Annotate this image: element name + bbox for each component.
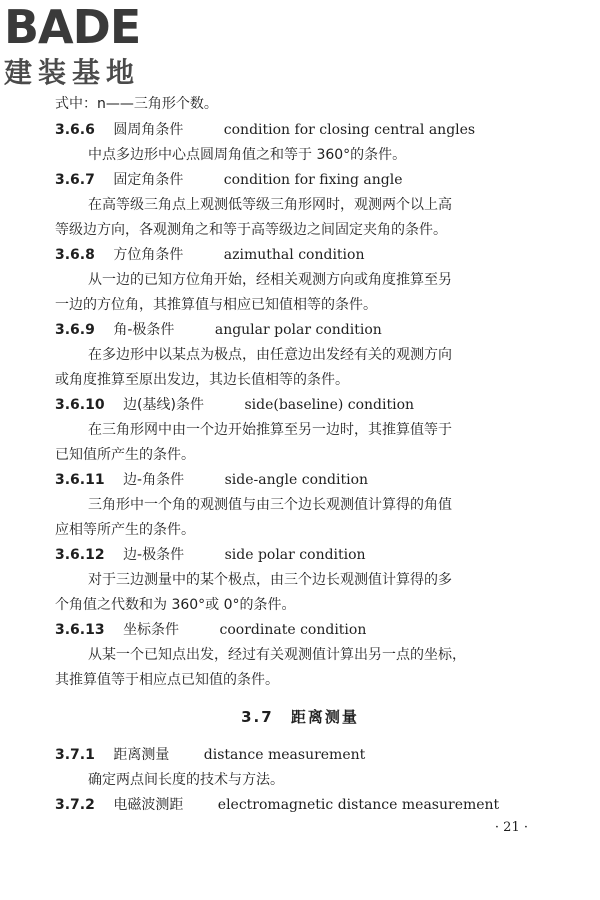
section-title: 距离测量 <box>290 708 359 726</box>
entry-term-en: condition for closing central angles <box>223 122 476 138</box>
entry-term-en: side-angle condition <box>224 472 369 488</box>
entry-heading <box>55 745 365 765</box>
entry-term-cn: 坐标条件 <box>123 622 180 638</box>
entry-text: 在多边形中以某点为极点，由任意边出发经有关的观测方向 <box>88 347 452 363</box>
entry-text: 在三角形网中由一个边开始推算至另一边时，其推算值等于 <box>88 422 452 438</box>
entry-text: 在高等级三角点上观测低等级三角形网时，观测两个以上高 <box>88 197 452 213</box>
entry-text: 确定两点间长度的技术与方法。 <box>88 772 284 788</box>
entry-term-cn: 边-角条件 <box>123 472 185 488</box>
entry-heading <box>55 320 382 340</box>
section-heading <box>0 706 600 728</box>
entry-term-cn: 边-极条件 <box>123 547 185 563</box>
entry-text: 三角形中一个角的观测值与由三个边长观测值计算得的角值 <box>88 497 452 513</box>
entry-number: 3.6.10 <box>55 397 105 413</box>
entry-number: 3.6.8 <box>55 247 95 263</box>
entry-term-en: side(baseline) condition <box>244 397 415 413</box>
entry-term-en: side polar condition <box>224 547 366 563</box>
logo-subtitle: 建装基地 <box>4 56 141 89</box>
entry-text: 中点多边形中心点圆周角值之和等于 360°的条件。 <box>88 147 407 163</box>
entry-term-en: coordinate condition <box>219 622 367 638</box>
entry-text: 其推算值等于相应点已知值的条件。 <box>55 672 279 688</box>
entry-number: 3.6.11 <box>55 472 105 488</box>
entry-heading <box>55 620 366 640</box>
entry-text: 已知值所产生的条件。 <box>55 447 195 463</box>
entry-text: 等级边方向，各观测角之和等于高等级边之间固定夹角的条件。 <box>55 222 447 238</box>
entry-term-cn: 电磁波测距 <box>113 797 184 813</box>
entry-number: 3.6.7 <box>55 172 95 188</box>
entry-term-en: condition for fixing angle <box>223 172 403 188</box>
section-number: 3.7 <box>241 708 274 726</box>
entry-term-cn: 圆周角条件 <box>113 122 184 138</box>
entry-term-cn: 角-极条件 <box>113 322 175 338</box>
entry-text: 应相等所产生的条件。 <box>55 522 195 538</box>
formula-note: 式中：n——三角形个数。 <box>55 96 218 112</box>
entry-term-en: electromagnetic distance measurement <box>217 797 500 813</box>
entry-term-cn: 距离测量 <box>113 747 170 763</box>
entry-term-en: distance measurement <box>203 747 366 763</box>
entry-number: 3.7.1 <box>55 747 95 763</box>
entry-number: 3.6.12 <box>55 547 105 563</box>
entry-number: 3.6.6 <box>55 122 95 138</box>
page-number: · 21 · <box>494 820 528 835</box>
entry-text: 对于三边测量中的某个极点，由三个边长观测值计算得的多 <box>88 572 452 588</box>
logo-mark: BADE <box>4 0 141 54</box>
entry-text: 从某一个已知点出发，经过有关观测值计算出另一点的坐标， <box>88 647 466 663</box>
entry-number: 3.6.9 <box>55 322 95 338</box>
entry-term-cn: 固定角条件 <box>113 172 184 188</box>
entry-term-cn: 边(基线)条件 <box>123 397 204 413</box>
entry-text: 或角度推算至原出发边，其边长值相等的条件。 <box>55 372 349 388</box>
entry-heading <box>55 170 403 190</box>
entry-text: 一边的方位角，其推算值与相应已知值相等的条件。 <box>55 297 377 313</box>
entry-term-en: azimuthal condition <box>223 247 365 263</box>
entry-term-en: angular polar condition <box>214 322 382 338</box>
entry-heading <box>55 120 475 140</box>
entry-text: 个角值之代数和为 360°或 0°的条件。 <box>55 597 296 613</box>
entry-heading <box>55 470 368 490</box>
entry-text: 从一边的已知方位角开始，经相关观测方向或角度推算至另 <box>88 272 452 288</box>
entry-term-cn: 方位角条件 <box>113 247 184 263</box>
entry-heading <box>55 795 499 815</box>
entry-heading <box>55 545 366 565</box>
entry-number: 3.6.13 <box>55 622 105 638</box>
entry-number: 3.7.2 <box>55 797 95 813</box>
entry-heading <box>55 245 364 265</box>
entry-heading <box>55 395 414 415</box>
